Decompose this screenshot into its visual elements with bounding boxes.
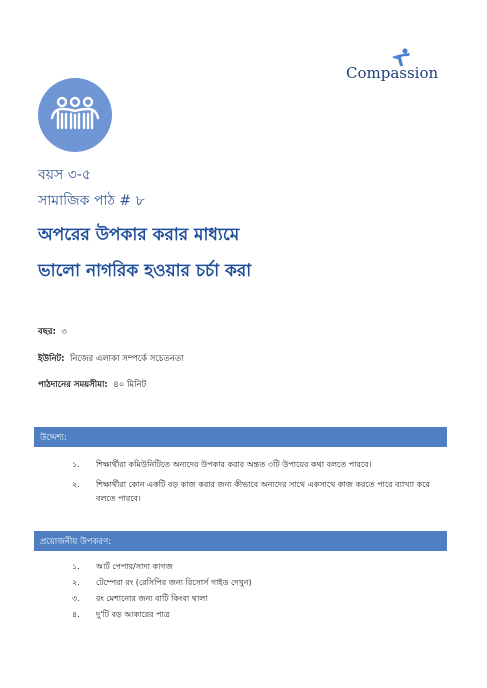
- list-item-number: ২.: [72, 578, 80, 587]
- list-item: [72, 560, 372, 574]
- children-group-icon: [38, 78, 112, 152]
- list-item-text: শিক্ষার্থীরা কোন একটি বড় কাজ করার জন্য কীভাবে অন্যদের সাথে একসাথে কাজ করতে পারে ব্যাখ্যা করে বলতে পারবে।: [96, 480, 430, 503]
- objectives-heading-bar: [34, 427, 447, 447]
- list-item: [72, 592, 372, 606]
- objectives-list: [72, 458, 444, 512]
- list-item-number: ৩.: [72, 594, 80, 603]
- list-item-text: আর্ট পেপার/সাদা কাগজ: [96, 562, 173, 571]
- list-item-text: দু'টি বড় আকারের পাত্র: [96, 610, 170, 619]
- list-item-text: শিক্ষার্থীরা কমিউনিটিতে অন্যদের উপকার করার অন্তত ৩টি উপায়ের কথা বলতে পারবে।: [96, 460, 372, 469]
- meta-unit-value: নিজের এলাকা সম্পর্কে সচেতনতা: [69, 354, 184, 364]
- age-range: বয়স ৩-৫: [38, 167, 91, 183]
- list-item-number: ১.: [72, 562, 80, 571]
- meta-time-label: পাঠদানের সময়সীমা:: [38, 380, 108, 390]
- meta-year: [38, 325, 67, 339]
- compassion-logo: [346, 48, 446, 88]
- meta-time-value: ৪০ মিনিট: [113, 380, 147, 390]
- meta-unit-label: ইউনিট:: [38, 354, 65, 364]
- list-item: [72, 458, 444, 472]
- list-item: [72, 478, 444, 506]
- meta-time: [38, 378, 146, 392]
- list-item: [72, 576, 372, 590]
- list-item-text: রং মেশানোর জন্য বাটি কিংবা থালা: [96, 594, 208, 603]
- page-title-line-1: অপরের উপকার করার মাধ্যমে: [38, 225, 240, 245]
- materials-heading: প্রয়োজনীয় উপকরণ:: [40, 537, 112, 547]
- meta-unit: [38, 352, 184, 366]
- list-item-number: ২.: [72, 480, 80, 489]
- brand-name: Compassion: [346, 64, 439, 82]
- lesson-number: সামাজিক পাঠ # ৮: [38, 193, 145, 209]
- meta-year-label: বছর:: [38, 327, 56, 337]
- list-item-number: ১.: [72, 460, 80, 469]
- list-item: [72, 608, 372, 622]
- materials-heading-bar: [34, 531, 447, 551]
- objectives-heading: উদ্দেশ্য:: [40, 433, 67, 443]
- page-title-line-2: ভালো নাগরিক হওয়ার চর্চা করা: [38, 261, 252, 281]
- list-item-number: ৪.: [72, 610, 80, 619]
- materials-list: [72, 560, 372, 624]
- meta-year-value: ৩: [61, 327, 67, 337]
- list-item-text: টেম্পেরা রং (রেসিপির জন্য রিসোর্স গাইড দেখুন): [96, 578, 252, 587]
